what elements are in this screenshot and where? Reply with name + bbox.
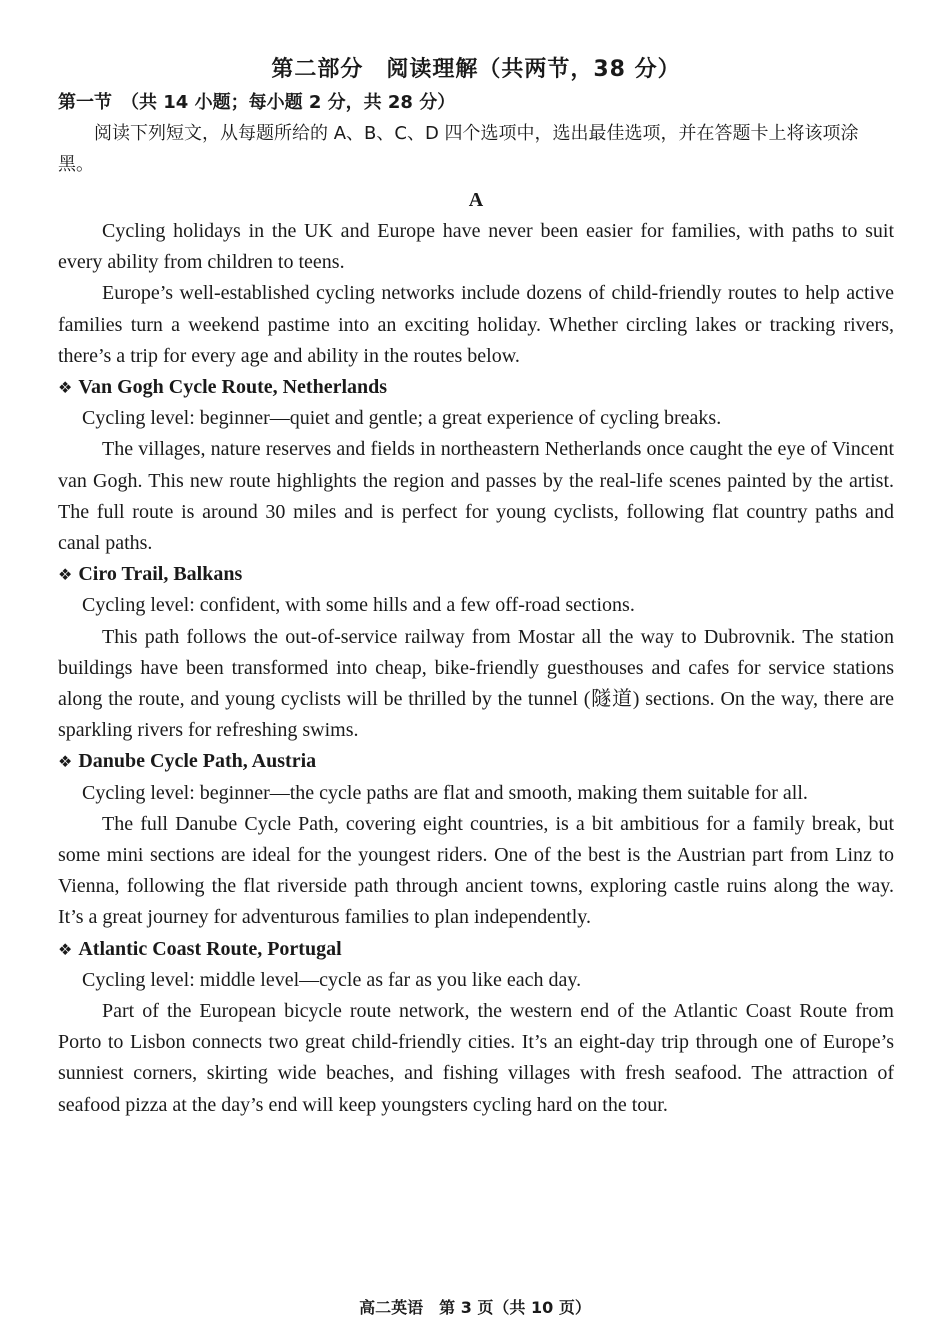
section-title: 第一节 （共 14 小题；每小题 2 分，共 28 分） bbox=[58, 92, 456, 113]
route-van-gogh bbox=[58, 372, 894, 559]
route-description: This path follows the out-of-service railway from Mostar all the way to Dubrovnik. The station buildings have been transformed into cheap, bike-friendly guesthouses and cafes for service stations along the route, and young cyclists will be thrilled by the tunnel (隧道) sections. On the way, there are sparkling rivers for refreshing swims. bbox=[58, 625, 894, 742]
exam-page bbox=[58, 52, 894, 1121]
part-title: 第二部分 阅读理解（共两节，38 分） bbox=[271, 57, 681, 82]
intro-paragraph-2: Europe’s well-established cycling networks include dozens of child-friendly routes to help active families turn a weekend pastime into an exciting holiday. Whether circling lakes or tracking rivers, there’s a trip for every age and ability in the routes below. bbox=[58, 282, 894, 367]
route-name: Atlantic Coast Route, Portugal bbox=[78, 937, 342, 960]
route-level: Cycling level: beginner—the cycle paths are flat and smooth, making them suitable for all. bbox=[82, 781, 808, 804]
passage-letter: A bbox=[468, 189, 484, 211]
diamond-bullet-icon: ❖ bbox=[58, 752, 73, 772]
route-heading bbox=[58, 934, 894, 965]
route-level: Cycling level: beginner—quiet and gentle; a great experience of cycling breaks. bbox=[82, 407, 722, 430]
intro-paragraph-1: Cycling holidays in the UK and Europe have never been easier for families, with paths to suit every ability from children to teens. bbox=[58, 220, 894, 274]
route-atlantic-coast bbox=[58, 934, 894, 1121]
route-description: Part of the European bicycle route network, the western end of the Atlantic Coast Route from Porto to Lisbon connects two great child-friendly cities. It’s an eight-day trip through one of Europe’s sunniest corners, skirting wide beaches, and fishing villages with fresh seafood. The attraction of seafood pizza at the day’s end will keep youngsters cycling hard on the tour. bbox=[58, 1000, 894, 1116]
diamond-bullet-icon: ❖ bbox=[58, 565, 73, 585]
route-heading bbox=[58, 746, 894, 777]
route-heading bbox=[58, 559, 894, 590]
route-heading bbox=[58, 372, 894, 403]
route-name: Van Gogh Cycle Route, Netherlands bbox=[78, 376, 388, 399]
route-level: Cycling level: confident, with some hills and a few off-road sections. bbox=[82, 594, 635, 617]
route-level: Cycling level: middle level—cycle as far as you like each day. bbox=[82, 968, 582, 991]
route-description: The full Danube Cycle Path, covering eight countries, is a bit ambitious for a family break, but some mini sections are ideal for the youngest riders. One of the best is the Austrian part from Linz to Vienna, following the flat riverside path through ancient towns, exploring castle ruins along the way. It’s a great journey for adventurous families to plan independently. bbox=[58, 812, 894, 929]
instructions: 阅读下列短文，从每题所给的 A、B、C、D 四个选项中，选出最佳选项，并在答题卡上将该项涂黑。 bbox=[58, 123, 859, 175]
route-description: The villages, nature reserves and fields in northeastern Netherlands once caught the eye of Vincent van Gogh. This new route highlights the region and passes by the real-life scenes painted by the artist. The full route is around 30 miles and is perfect for young cyclists, following flat country paths and canal paths. bbox=[58, 438, 894, 555]
page-footer: 高二英语 第 3 页（共 10 页） bbox=[359, 1298, 591, 1317]
diamond-bullet-icon: ❖ bbox=[58, 378, 73, 398]
route-danube bbox=[58, 746, 894, 933]
route-name: Danube Cycle Path, Austria bbox=[78, 750, 317, 773]
route-name: Ciro Trail, Balkans bbox=[78, 563, 243, 586]
route-ciro-trail bbox=[58, 559, 894, 746]
diamond-bullet-icon: ❖ bbox=[58, 939, 73, 959]
